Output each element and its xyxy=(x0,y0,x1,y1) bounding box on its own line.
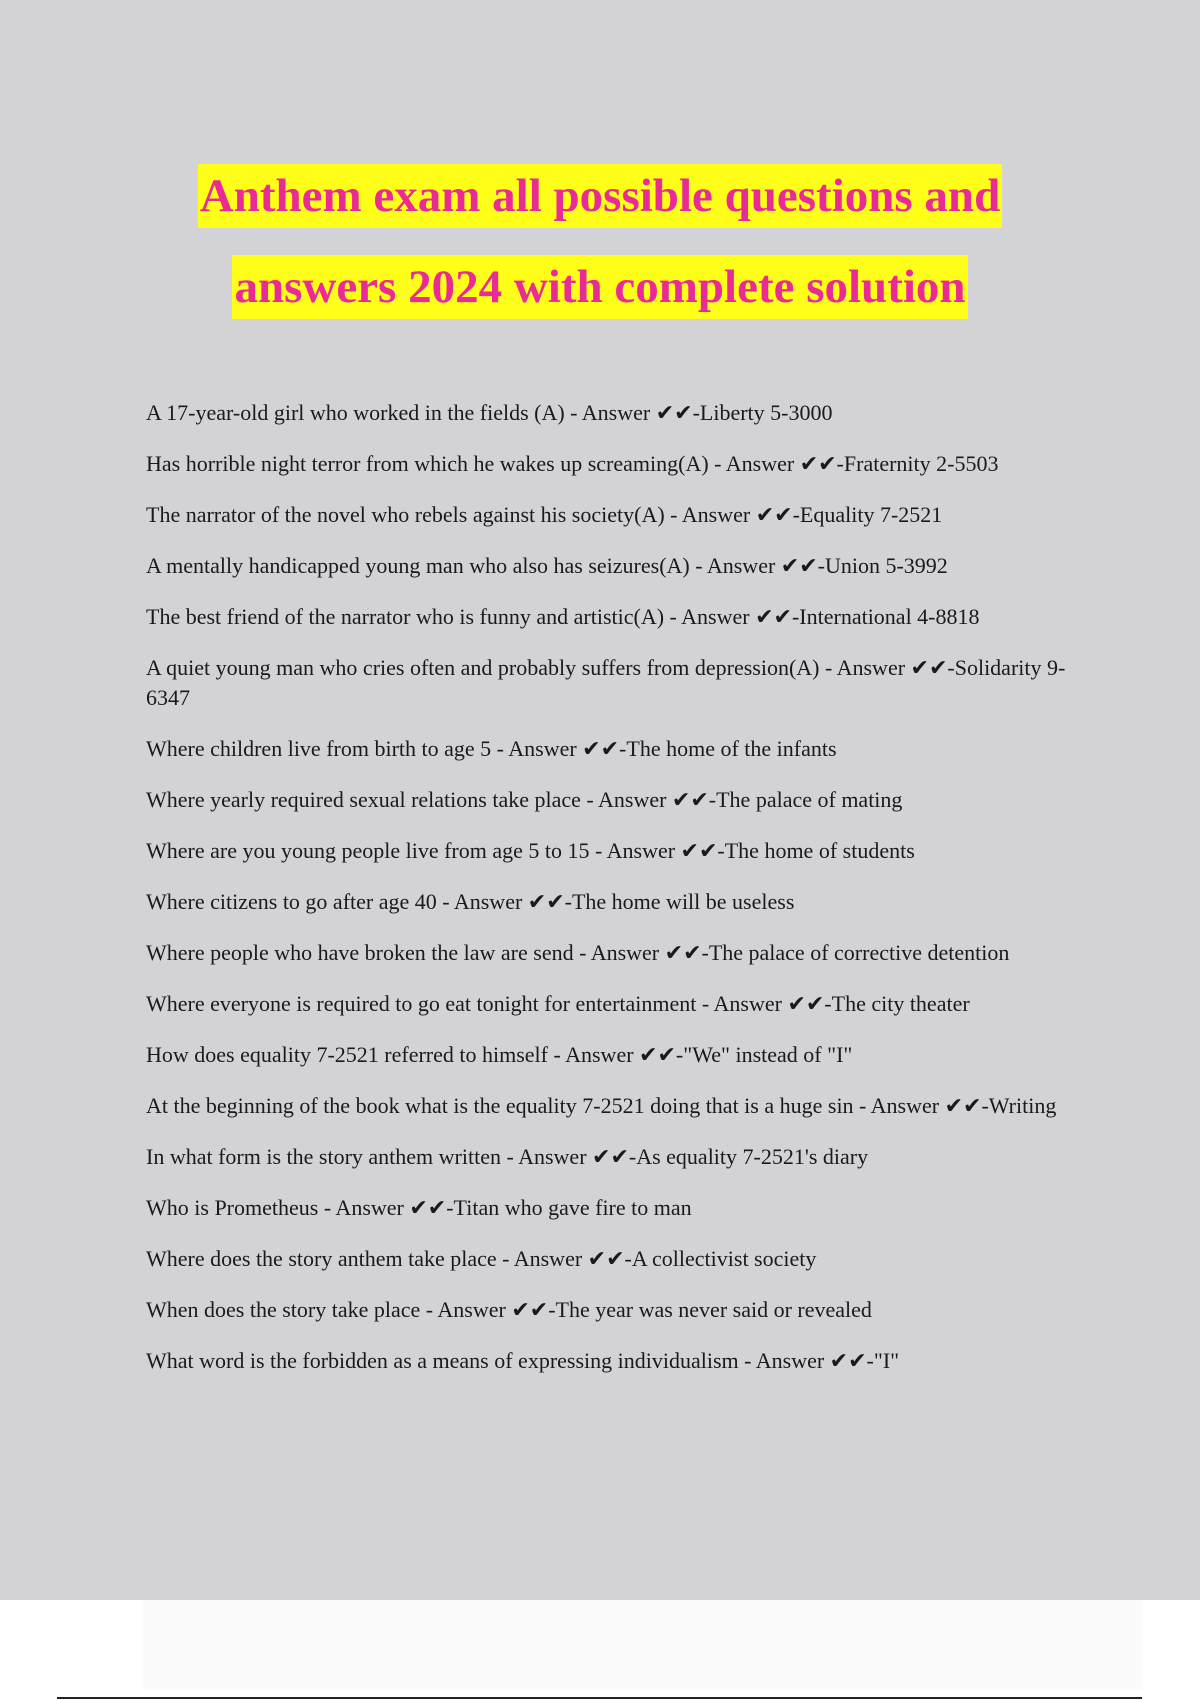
qa-item: Who is Prometheus - Answer ✔✔-Titan who gave fire to man xyxy=(146,1195,692,1220)
qa-item: Where everyone is required to go eat tonight for entertainment - Answer ✔✔-The city theater xyxy=(146,991,970,1016)
qa-item: How does equality 7-2521 referred to himself - Answer ✔✔-"We" instead of "I" xyxy=(146,1042,853,1067)
qa-item: A quiet young man who cries often and probably suffers from depression(A) - Answer ✔✔-Solidarity 9-6347 xyxy=(146,655,1066,710)
next-page-edge xyxy=(143,1600,1143,1690)
qa-item: Where does the story anthem take place - Answer ✔✔-A collectivist society xyxy=(146,1246,817,1271)
qa-item: At the beginning of the book what is the equality 7-2521 doing that is a huge sin - Answer ✔✔-Writing xyxy=(146,1093,1057,1118)
title-line-1: Anthem exam all possible questions and xyxy=(198,164,1002,228)
qa-item: Where people who have broken the law are send - Answer ✔✔-The palace of corrective detention xyxy=(146,940,1010,965)
qa-item: When does the story take place - Answer ✔✔-The year was never said or revealed xyxy=(146,1297,872,1322)
qa-item: Where are you young people live from age 5 to 15 - Answer ✔✔-The home of students xyxy=(146,838,915,863)
qa-item: A mentally handicapped young man who also has seizures(A) - Answer ✔✔-Union 5-3992 xyxy=(146,553,948,578)
qa-item: What word is the forbidden as a means of expressing individualism - Answer ✔✔-"I" xyxy=(146,1348,900,1373)
title-line-2: answers 2024 with complete solution xyxy=(232,255,967,319)
page-title xyxy=(0,164,1200,346)
qa-item: Where citizens to go after age 40 - Answer ✔✔-The home will be useless xyxy=(146,889,795,914)
footer-divider xyxy=(57,1697,1142,1699)
qa-item: The best friend of the narrator who is funny and artistic(A) - Answer ✔✔-International 4-8818 xyxy=(146,604,980,629)
qa-item: In what form is the story anthem written - Answer ✔✔-As equality 7-2521's diary xyxy=(146,1144,869,1169)
question-answer-list xyxy=(146,398,1096,1397)
qa-item: Where children live from birth to age 5 - Answer ✔✔-The home of the infants xyxy=(146,736,837,761)
qa-item: Has horrible night terror from which he wakes up screaming(A) - Answer ✔✔-Fraternity 2-5503 xyxy=(146,451,999,476)
qa-item: Where yearly required sexual relations take place - Answer ✔✔-The palace of mating xyxy=(146,787,903,812)
qa-item: A 17-year-old girl who worked in the fields (A) - Answer ✔✔-Liberty 5-3000 xyxy=(146,400,833,425)
qa-item: The narrator of the novel who rebels against his society(A) - Answer ✔✔-Equality 7-2521 xyxy=(146,502,943,527)
